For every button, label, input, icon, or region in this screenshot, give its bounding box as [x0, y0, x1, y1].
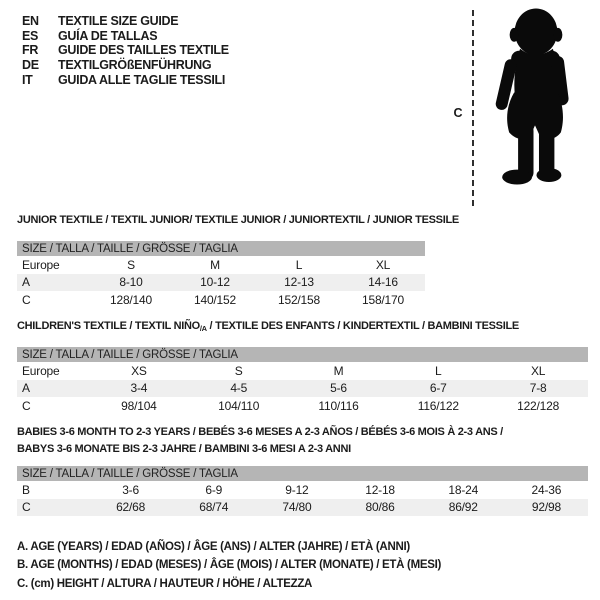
lang-code: EN: [22, 14, 39, 29]
row-label: A: [22, 381, 30, 396]
lang-code: ES: [22, 28, 39, 43]
table-cell: M: [333, 363, 344, 378]
height-measure-dashed-line: [472, 10, 474, 206]
table-cell: 5-6: [330, 381, 347, 396]
lang-code: IT: [22, 72, 33, 87]
title-subscript: /A: [199, 324, 207, 333]
table-row-age-months: [17, 481, 588, 499]
table-cell: 9-12: [285, 482, 309, 497]
row-label: C: [22, 292, 31, 307]
size-header-bar: SIZE / TALLA / TAILLE / GRÖSSE / TAGLIA: [17, 347, 588, 362]
row-label: C: [22, 398, 31, 413]
table-cell: 7-8: [529, 381, 547, 396]
size-header-bar: SIZE / TALLA / TAILLE / GRÖSSE / TAGLIA: [17, 466, 588, 481]
table-cell: 110/116: [318, 398, 359, 413]
table-cell: 4-5: [230, 381, 248, 396]
table-cell: 18-24: [448, 482, 479, 497]
table-cell: 8-10: [119, 275, 143, 290]
table-cell: 158/170: [362, 292, 404, 307]
table-cell: S: [127, 257, 135, 272]
table-cell: 62/68: [116, 500, 146, 515]
lang-title: TEXTILGRÖßENFÜHRUNG: [58, 58, 212, 73]
table-row-height: [17, 291, 425, 309]
lang-title: GUIDE DES TAILLES TEXTILE: [58, 43, 229, 58]
lang-code: FR: [22, 43, 39, 58]
row-label: A: [22, 275, 30, 290]
lang-code: DE: [22, 58, 39, 73]
table-row-height: [17, 397, 588, 415]
table-cell: 24-36: [531, 482, 562, 497]
table-cell: 6-7: [429, 381, 447, 396]
table-cell: XL: [375, 257, 391, 272]
table-cell: 98/104: [121, 398, 157, 413]
table-cell: S: [234, 363, 243, 378]
table-cell: 92/98: [531, 500, 561, 515]
table-cell: 12-18: [365, 482, 395, 497]
table-cell: XL: [530, 363, 546, 378]
row-label: C: [22, 500, 31, 515]
table-row-age: [17, 274, 425, 292]
size-header-bar: SIZE / TALLA / TAILLE / GRÖSSE / TAGLIA: [17, 241, 425, 256]
row-label: Europe: [22, 363, 60, 378]
row-label: B: [22, 482, 30, 497]
language-title-list: [22, 14, 229, 87]
footnote-b: B. AGE (MONTHS) / EDAD (MESES) / ÂGE (MOIS) / ALTER (MONATE) / ETÀ (MESI): [17, 559, 442, 572]
table-cell: 3-4: [130, 381, 148, 396]
table-cell: 122/128: [517, 398, 560, 413]
lang-row-it: [22, 72, 229, 87]
table-cell: 10-12: [200, 275, 230, 290]
lang-row-es: [22, 29, 229, 44]
lang-title: GUÍA DE TALLAS: [58, 28, 158, 43]
table-cell: 104/110: [218, 398, 260, 413]
table-cell: 116/122: [417, 398, 459, 413]
babies-size-table: [17, 466, 588, 516]
table-cell: L: [295, 257, 303, 272]
babies-section-title-line2: BABYS 3-6 MONATE BIS 2-3 JAHRE / BAMBINI 3-6 MESI A 2-3 ANNI: [17, 443, 351, 455]
table-cell: 140/152: [194, 292, 236, 307]
lang-row-de: [22, 58, 229, 73]
title-part: CHILDREN'S TEXTILE / TEXTIL NIÑO: [17, 320, 200, 332]
lang-title: TEXTILE SIZE GUIDE: [58, 14, 179, 29]
junior-size-table: [17, 241, 425, 309]
table-cell: 74/80: [282, 500, 312, 515]
table-row-europe: [17, 256, 425, 274]
table-cell: XS: [131, 363, 147, 378]
lang-title: GUIDA ALLE TAGLIE TESSILI: [58, 72, 226, 87]
table-cell: 3-6: [122, 482, 139, 497]
lang-row-fr: [22, 43, 229, 58]
height-measure-label: C: [453, 106, 463, 120]
children-section-title: [17, 320, 519, 333]
table-cell: 80/86: [365, 500, 395, 515]
table-row-age: [17, 380, 588, 398]
junior-section-title: JUNIOR TEXTILE / TEXTIL JUNIOR/ TEXTILE JUNIOR / JUNIORTEXTIL / JUNIOR TESSILE: [17, 214, 459, 226]
footnote-legend: [17, 538, 441, 593]
table-cell: 128/140: [110, 292, 152, 307]
table-cell: 68/74: [199, 500, 229, 515]
title-part: / TEXTILE DES ENFANTS / KINDERTEXTIL / BAMBINI TESSILE: [206, 320, 519, 332]
table-cell: 152/158: [278, 292, 320, 307]
children-size-table: [17, 347, 588, 415]
table-cell: 86/92: [448, 500, 478, 515]
table-cell: 14-16: [368, 275, 398, 290]
lang-row-en: [22, 14, 229, 29]
table-cell: 12-13: [284, 275, 314, 290]
babies-section-title-line1: BABIES 3-6 MONTH TO 2-3 YEARS / BEBÉS 3-6 MESES A 2-3 AÑOS / BÉBÉS 3-6 MOIS À 2-3 ANS /: [17, 426, 503, 438]
table-cell: L: [435, 363, 442, 378]
table-cell: M: [210, 257, 220, 272]
table-row-europe: [17, 362, 588, 380]
row-label: Europe: [22, 257, 60, 272]
table-cell: 6-9: [205, 482, 223, 497]
table-row-height: [17, 499, 588, 517]
baby-silhouette-icon: [491, 6, 581, 190]
footnote-a: A. AGE (YEARS) / EDAD (AÑOS) / ÂGE (ANS) / ALTER (JAHRE) / ETÀ (ANNI): [17, 541, 410, 554]
footnote-c: C. (cm) HEIGHT / ALTURA / HAUTEUR / HÖHE / ALTEZZA: [17, 577, 313, 590]
